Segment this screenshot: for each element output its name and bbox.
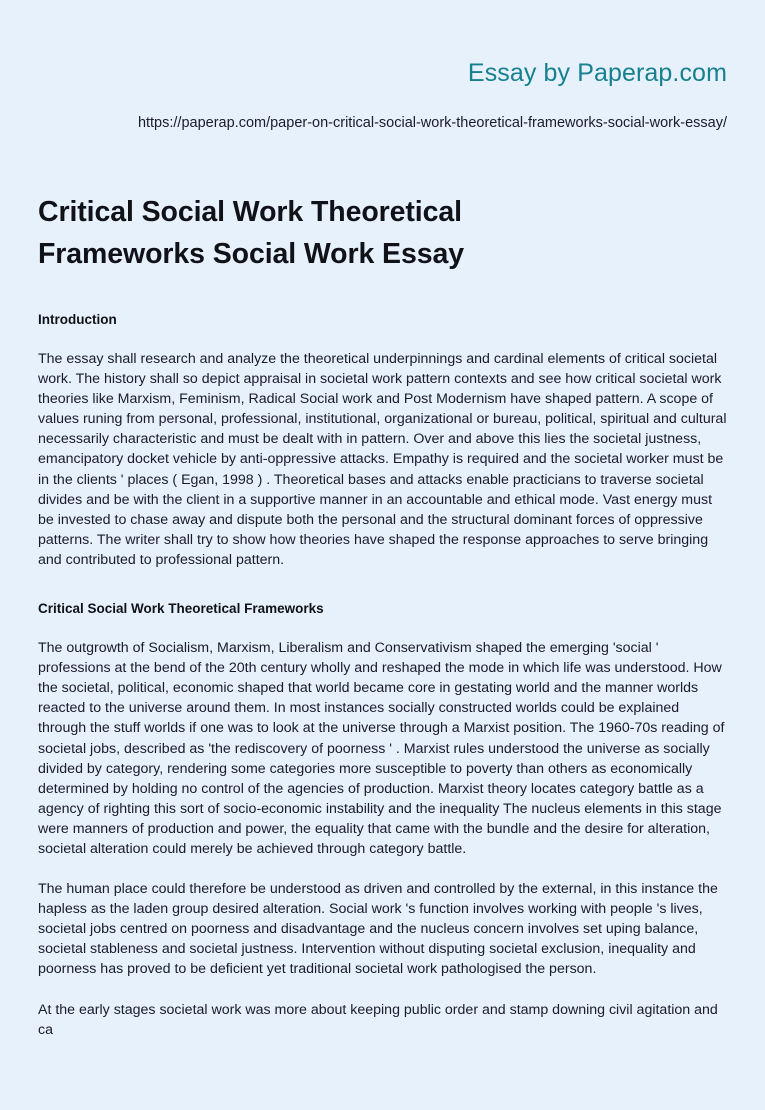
- page-title: Critical Social Work Theoretical Frameworks Social Work Essay: [38, 196, 464, 270]
- source-url-bar: [0, 88, 765, 136]
- section-heading: Critical Social Work Theoretical Frameworks: [38, 601, 324, 617]
- article-section-introduction: [38, 311, 731, 570]
- brand-title: Essay by Paperap.com: [467, 59, 727, 87]
- paragraph: The outgrowth of Socialism, Marxism, Liberalism and Conservativism shaped the emerging 'social ' professions at the bend of the 20th century wholly and reshaped the mode in which life was understood. How the societal, political, economic shaped that world became core in gestating world and the manner worlds reacted to the universe around them. In most instances socially constructed worlds could be explained through the stuff worlds if one was to look at the universe through a Marxist position. The 1960-70s reading of societal jobs, described as 'the rediscovery of poorness ' . Marxist rules understood the universe as socially divided by category, rendering some categories more susceptible to poverty than others as economically determined by holding no control of the agencies of production. Marxist theory locates category battle as a agency of righting this sort of socio-economic instability and the inequality The nucleus elements in this stage were manners of production and power, the equality that came with the bundle and the desire for alteration, societal alteration could merely be achieved through category battle.: [38, 640, 725, 857]
- brand-header: [0, 0, 765, 88]
- article-section-frameworks: [38, 600, 731, 1040]
- paragraph: The human place could therefore be understood as driven and controlled by the external, in this instance the hapless as the laden group desired alteration. Social work 's function involves working with people 's lives, societal jobs centred on poorness and disadvantage and the nucleus concern involves set uping balance, societal stableness and societal justness. Intervention without disputing societal exclusion, inequality and poorness has proved to be deficient yet traditional societal work pathologised the person.: [38, 881, 718, 978]
- source-url-link[interactable]: https://paperap.com/paper-on-critical-social-work-theoretical-frameworks-social-work-essay/: [137, 115, 727, 131]
- paragraph: At the early stages societal work was more about keeping public order and stamp downing civil agitation and ca: [38, 1001, 718, 1038]
- paragraph: The essay shall research and analyze the theoretical underpinnings and cardinal elements of critical societal work. The history shall so depict appraisal in societal work pattern contexts and see how critical societal work theories like Marxism, Feminism, Radical Social work and Post Modernism have shaped pattern. A scope of values runing from personal, professional, institutional, organizational or bureau, political, spiritual and cultural necessarily characteristic and must be dealt with in pattern. Over and above this lies the societal justness, emancipatory docket vehicle by anti-oppressive attacks. Empathy is required and the societal worker must be in the clients ' places ( Egan, 1998 ) . Theoretical bases and attacks enable practicians to traverse societal divides and be with the client in a supportive manner in an accountable and ethical mode. Vast energy must be invested to chase away and dispute both the personal and the structural dominant forces of oppressive patterns. The writer shall try to show how theories have shaped the response approaches to serve bringing and contributed to professional pattern.: [38, 351, 727, 568]
- section-heading: Introduction: [38, 312, 117, 327]
- article-body: [0, 136, 765, 1040]
